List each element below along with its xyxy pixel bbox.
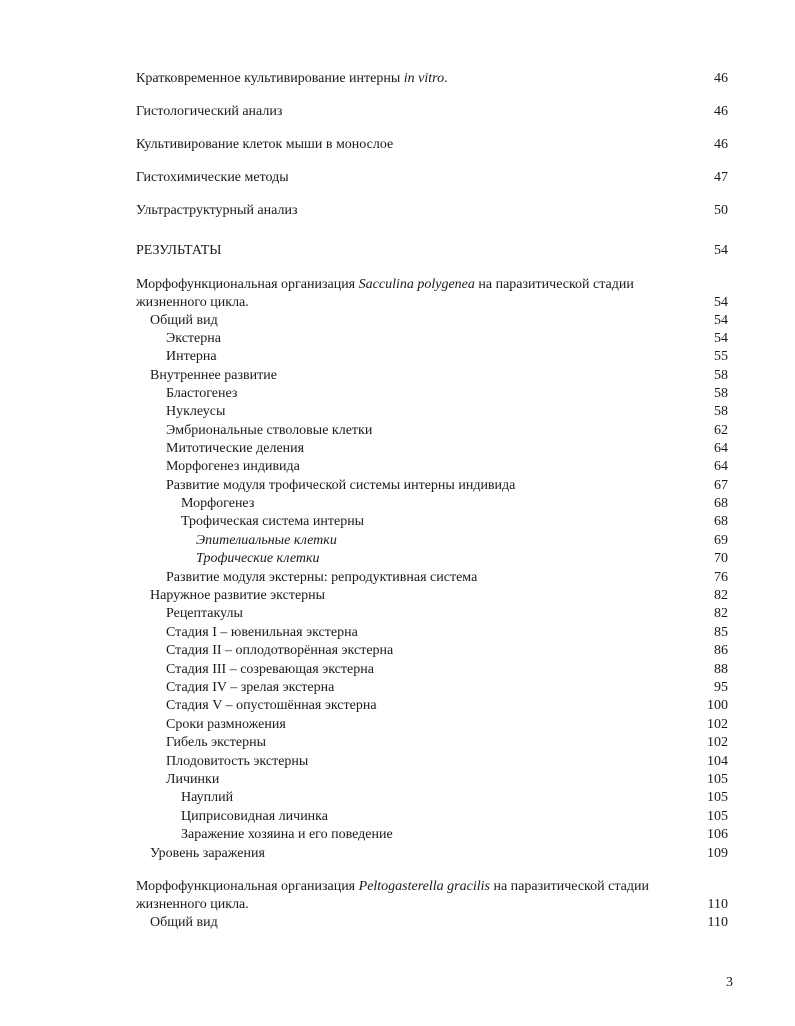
toc-entry-page: 54 — [714, 331, 728, 346]
toc-entry-title: Заражение хозяина и его поведение — [181, 827, 393, 842]
toc-entry — [0, 70, 795, 88]
toc-entry — [0, 294, 795, 312]
toc-entry-title: Морфогенез — [181, 496, 255, 511]
toc-entry-title: Общий вид — [150, 915, 218, 930]
toc-entry-page: 46 — [714, 137, 728, 152]
toc-entry-page: 105 — [707, 809, 728, 824]
toc-entry-page: 68 — [714, 496, 728, 511]
toc-entry-title: Внутреннее развитие — [150, 368, 277, 383]
toc-entry-title: Гистологический анализ — [136, 104, 283, 119]
toc-entry-page: 102 — [707, 735, 728, 750]
toc-entry-page: 68 — [714, 514, 728, 529]
toc-entry — [0, 587, 795, 605]
page-number: 3 — [726, 975, 733, 990]
toc-entry-title: Трофические клетки — [196, 551, 320, 566]
toc-entry-page: 88 — [714, 662, 728, 677]
toc-entry-title: Стадия III – созревающая экстерна — [166, 662, 374, 677]
toc-entry-title: Трофическая система интерны — [181, 514, 365, 529]
toc-entry-page: 54 — [714, 313, 728, 328]
toc-entry-title: Гибель экстерны — [166, 735, 266, 750]
toc-entry — [0, 753, 795, 771]
toc-entry — [0, 605, 795, 623]
toc-entry — [0, 808, 795, 826]
toc-entry — [0, 697, 795, 715]
toc-entry-page: 82 — [714, 588, 728, 603]
toc-entry-page: 95 — [714, 680, 728, 695]
toc-entry-title: Культивирование клеток мыши в монослое — [136, 137, 394, 152]
toc-entry — [0, 532, 795, 550]
toc-entry-title-italic: Sacculina polygenea — [358, 277, 475, 292]
toc-entry-title-italic: Peltogasterella gracilis — [358, 879, 490, 894]
toc-entry-page: 86 — [714, 643, 728, 658]
toc-entry-page: 109 — [707, 846, 728, 861]
toc-entry-title: Стадия I – ювенильная экстерна — [166, 625, 358, 640]
toc-entry-page: 47 — [714, 170, 728, 185]
toc-entry-title: Развитие модуля экстерны: репродуктивная система — [166, 570, 478, 585]
toc-entry-title: Личинки — [166, 772, 220, 787]
toc-entry-title: Морфофункциональная организация — [136, 277, 359, 292]
toc-entry — [0, 440, 795, 458]
toc-entry — [0, 330, 795, 348]
toc-entry-page: 110 — [707, 915, 728, 930]
toc-entry-page: 64 — [714, 441, 728, 456]
toc-entry-title: Морфогенез индивида — [166, 459, 300, 474]
toc-entry-title: Рецептакулы — [166, 606, 243, 621]
toc-entry-title: Стадия IV – зрелая экстерна — [166, 680, 335, 695]
toc-entry-title: Плодовитость экстерны — [166, 754, 309, 769]
toc-entry-page: 58 — [714, 404, 728, 419]
toc-entry-page: 70 — [714, 551, 728, 566]
toc-entry — [0, 896, 795, 914]
toc-entry-page: 106 — [707, 827, 728, 842]
page-number-row — [0, 974, 795, 992]
toc-entry-page: 46 — [714, 71, 728, 86]
toc-entry-page: 104 — [707, 754, 728, 769]
toc-entry-page: 102 — [707, 717, 728, 732]
toc-entry-title: Стадия II – оплодотворённая экстерна — [166, 643, 394, 658]
toc-entry-title: Митотические деления — [166, 441, 305, 456]
toc-entry — [0, 458, 795, 476]
toc-entry-page: 46 — [714, 104, 728, 119]
toc-entry-title: Интерна — [166, 349, 217, 364]
toc-entry-page: 85 — [714, 625, 728, 640]
toc-entry — [0, 385, 795, 403]
toc-entry — [0, 661, 795, 679]
toc-entry — [0, 495, 795, 513]
toc-entry-page: 62 — [714, 423, 728, 438]
toc-entry-title: Эмбриональные стволовые клетки — [166, 423, 373, 438]
toc-entry-title: Общий вид — [150, 313, 218, 328]
toc-entry — [0, 169, 795, 187]
toc-entry — [0, 348, 795, 366]
toc-entry-title: Кратковременное культивирование интерны — [136, 71, 404, 86]
toc-entry-title: Стадия V – опустошённая экстерна — [166, 698, 377, 713]
toc-entry-page: 55 — [714, 349, 728, 364]
toc-entry-title: Развитие модуля трофической системы интерны индивида — [166, 478, 516, 493]
toc-entry-page: 110 — [707, 897, 728, 912]
toc-entry — [0, 513, 795, 531]
toc-entry — [0, 422, 795, 440]
toc-entry-page: 58 — [714, 386, 728, 401]
toc-entry — [0, 734, 795, 752]
toc-entry — [0, 679, 795, 697]
toc-entry — [0, 550, 795, 568]
toc-entry — [0, 716, 795, 734]
toc-entry-page: 82 — [714, 606, 728, 621]
toc-entry-page: 64 — [714, 459, 728, 474]
toc-entry-title: Сроки размножения — [166, 717, 286, 732]
toc-entry-page: 67 — [714, 478, 728, 493]
toc-entry-page: 50 — [714, 203, 728, 218]
toc-entry-title: Бластогенез — [166, 386, 238, 401]
toc-entry-title-suffix: на паразитической стадии — [474, 277, 634, 292]
toc-entry — [0, 136, 795, 154]
toc-entry — [0, 771, 795, 789]
toc-entry-title-suffix: на паразитической стадии — [489, 879, 649, 894]
toc-entry-page: 54 — [714, 295, 728, 310]
toc-entry — [0, 403, 795, 421]
toc-entry-page: 54 — [714, 243, 728, 258]
toc-entry-page: 100 — [707, 698, 728, 713]
toc-entry-title-suffix: . — [444, 71, 448, 86]
toc-entry — [0, 624, 795, 642]
toc-section-heading — [0, 242, 795, 260]
toc-entry — [0, 202, 795, 220]
toc-entry-title: Нуклеусы — [166, 404, 226, 419]
toc-entry-title: Эпителиальные клетки — [196, 533, 337, 548]
toc-entry — [0, 477, 795, 495]
toc-entry — [0, 845, 795, 863]
toc-entry — [0, 569, 795, 587]
toc-entry — [0, 789, 795, 807]
toc-entry — [0, 367, 795, 385]
toc-entry-title: Науплий — [181, 790, 234, 805]
toc-entry-page: 76 — [714, 570, 728, 585]
toc-entry-page: 105 — [707, 790, 728, 805]
toc-entry-title: Экстерна — [166, 331, 221, 346]
toc-entry-title: Ультраструктурный анализ — [136, 203, 298, 218]
toc-entry — [0, 276, 795, 294]
toc-section-title: РЕЗУЛЬТАТЫ — [136, 243, 222, 258]
toc-entry-page: 58 — [714, 368, 728, 383]
toc-entry-title: Гистохимические методы — [136, 170, 289, 185]
toc-entry-title: Наружное развитие экстерны — [150, 588, 326, 603]
toc-entry-page: 69 — [714, 533, 728, 548]
toc-entry-title: Морфофункциональная организация — [136, 879, 359, 894]
toc-entry-page: 105 — [707, 772, 728, 787]
toc-entry-title: жизненного цикла. — [136, 295, 249, 310]
toc-entry — [0, 878, 795, 896]
toc-entry-title: жизненного цикла. — [136, 897, 249, 912]
toc-entry — [0, 103, 795, 121]
toc-entry-title-italic: in vitro — [403, 71, 445, 86]
toc-entry-title: Уровень заражения — [150, 846, 265, 861]
toc-entry — [0, 914, 795, 932]
toc-entry — [0, 826, 795, 844]
toc-entry-title: Циприсовидная личинка — [181, 809, 328, 824]
toc-entry — [0, 642, 795, 660]
toc-entry — [0, 312, 795, 330]
